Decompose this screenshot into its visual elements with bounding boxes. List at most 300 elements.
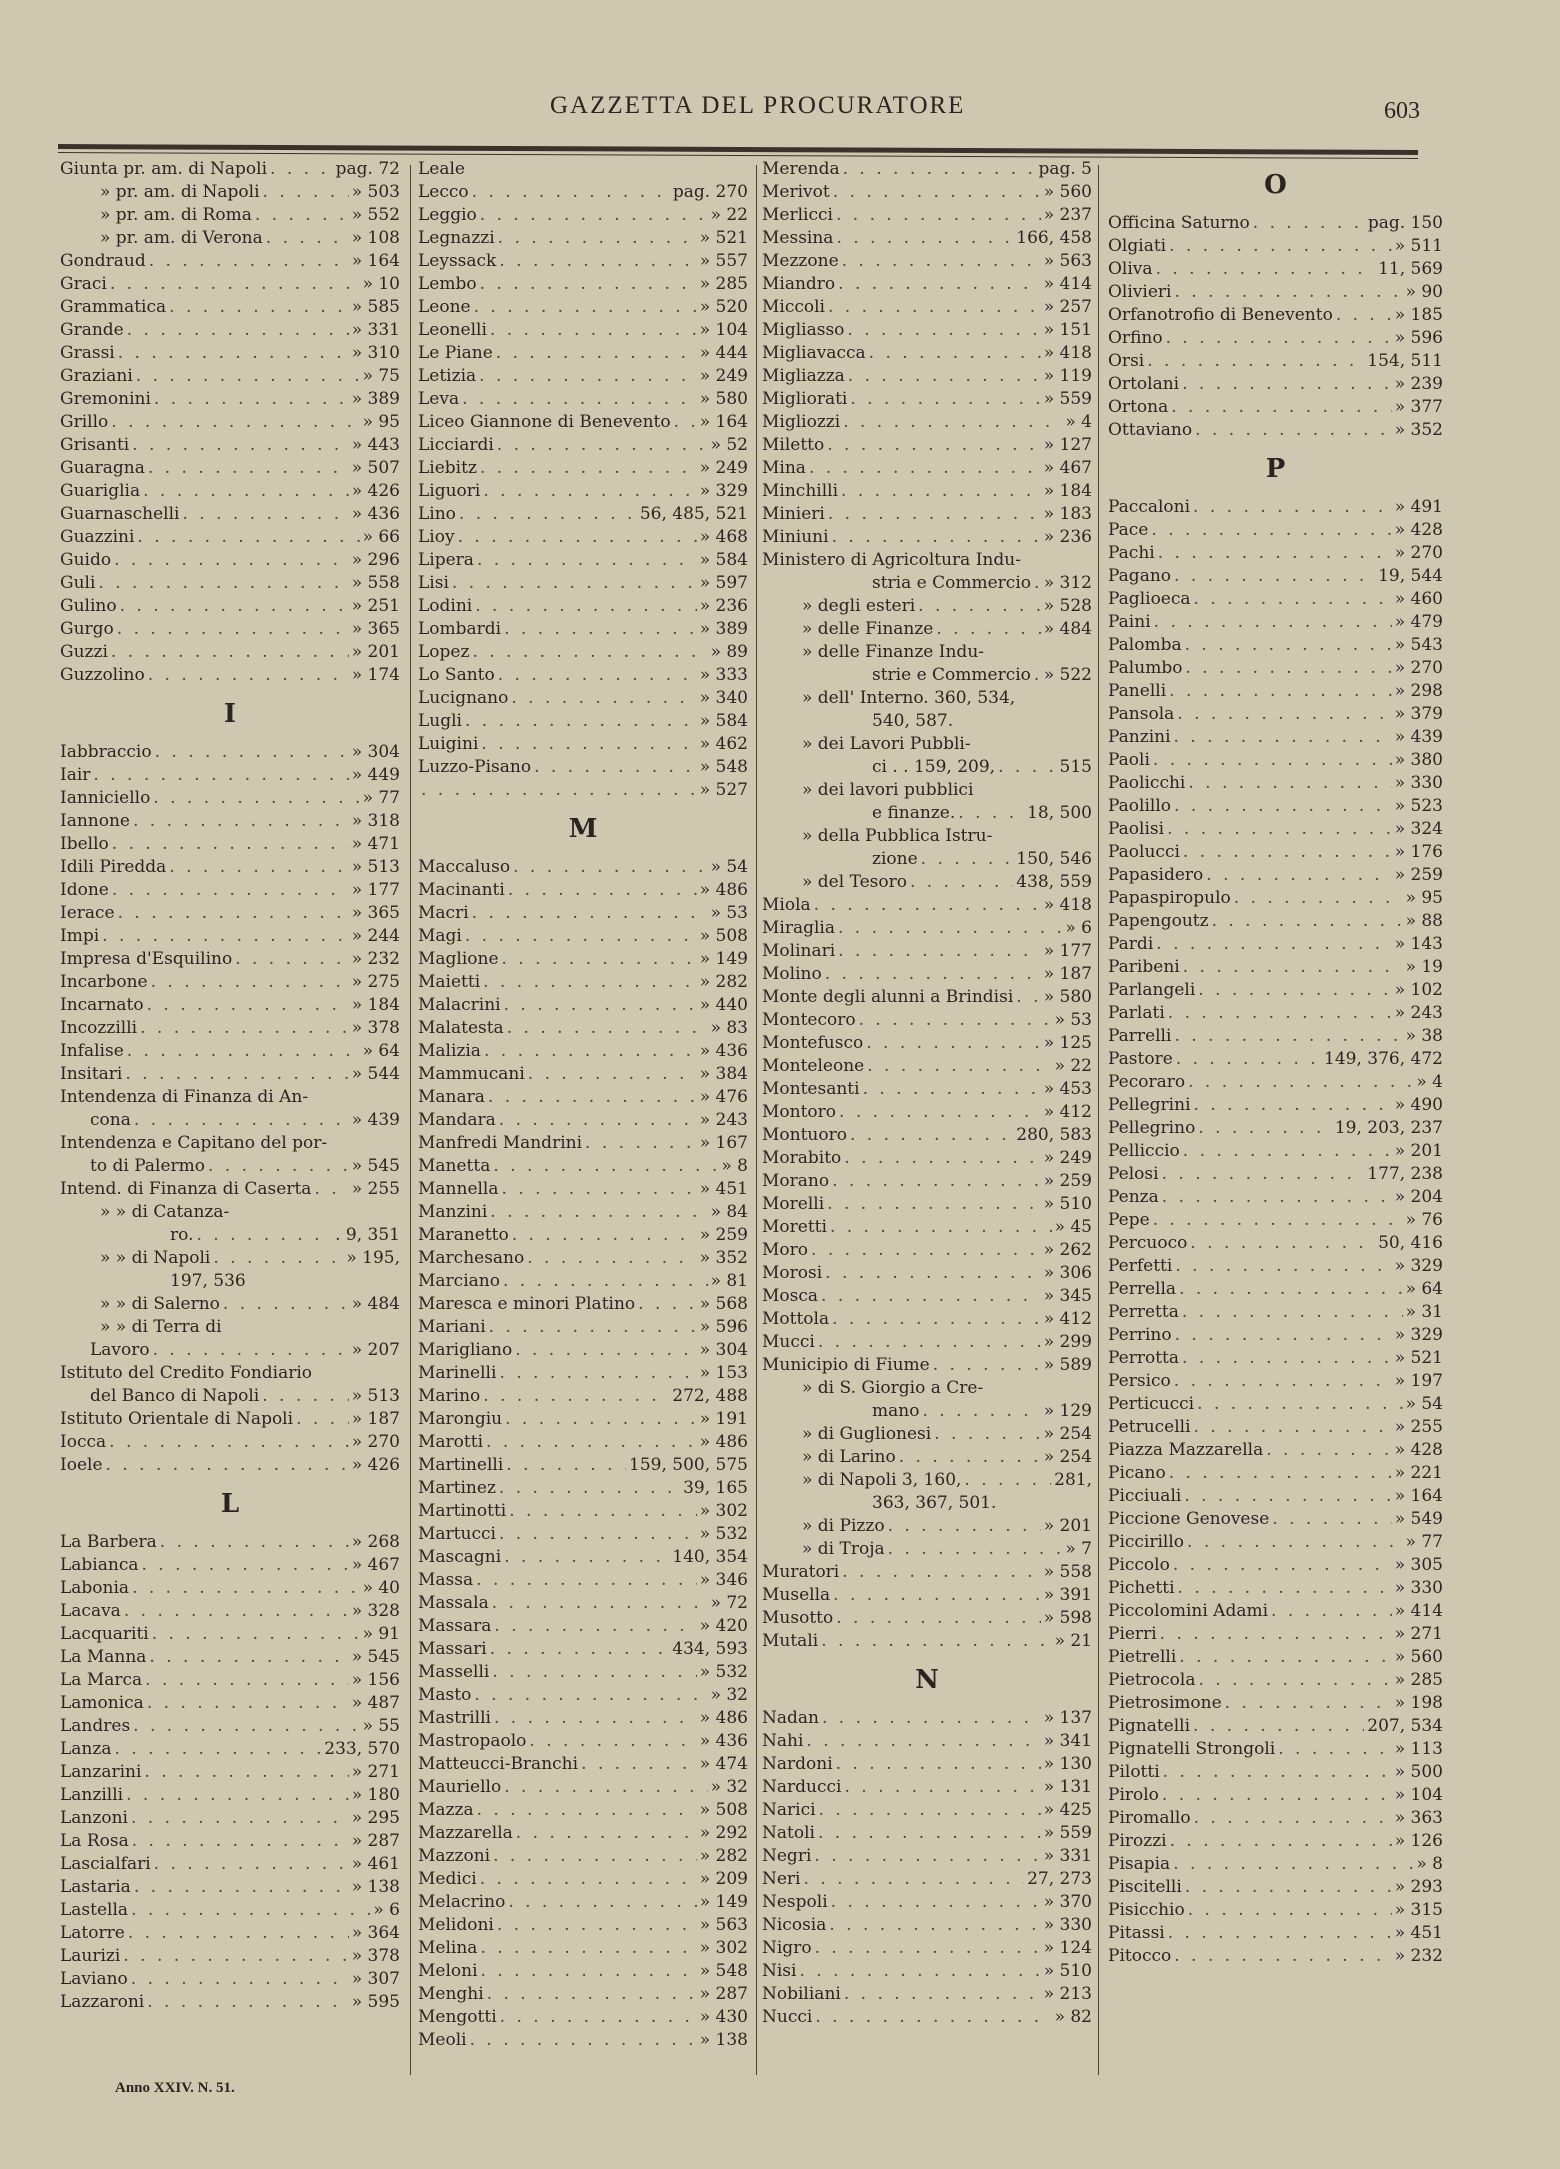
entry-pages: 177, 238 xyxy=(1367,1164,1443,1184)
leader-dots xyxy=(809,457,1041,480)
leader-dots xyxy=(1272,1508,1391,1531)
entry-pages: » 119 xyxy=(1043,366,1092,386)
entry-name: Monteleone xyxy=(762,1056,865,1076)
index-entry xyxy=(1108,1324,1443,1347)
entry-pages: » 54 xyxy=(1405,1394,1443,1414)
leader-dots xyxy=(804,1868,1025,1891)
entry-pages: » 76 xyxy=(1405,1210,1443,1230)
entry-pages: » 439 xyxy=(1394,727,1443,747)
entry-name: Miraglia xyxy=(762,918,835,938)
entry-pages: » 557 xyxy=(699,251,748,271)
leader-dots xyxy=(1170,1830,1392,1853)
index-entry xyxy=(418,1454,748,1477)
entry-name: Le Piane xyxy=(418,343,493,363)
entry-pages: » 53 xyxy=(710,903,748,923)
leader-dots xyxy=(1178,1577,1392,1600)
leader-dots xyxy=(154,388,349,411)
leader-dots xyxy=(114,549,349,572)
entry-pages: » 346 xyxy=(699,1570,748,1590)
index-entry xyxy=(60,411,400,434)
index-entry xyxy=(418,1477,748,1500)
index-entry xyxy=(762,1055,1092,1078)
column-divider xyxy=(410,165,411,2075)
leader-dots xyxy=(494,1615,696,1638)
leader-dots xyxy=(169,296,349,319)
leader-dots xyxy=(1266,1439,1391,1462)
entry-name: Mottola xyxy=(762,1309,830,1329)
entry-name: Pietrocola xyxy=(1108,1670,1196,1690)
entry-pages: » 8 xyxy=(721,1156,748,1176)
entry-pages: » 428 xyxy=(1394,520,1443,540)
entry-pages: » 295 xyxy=(351,1808,400,1828)
index-entry xyxy=(762,1078,1092,1101)
leader-dots xyxy=(493,1155,718,1178)
section-letter: I xyxy=(223,699,237,729)
index-entry xyxy=(418,879,748,902)
entry-name: Pichetti xyxy=(1108,1578,1175,1598)
leader-dots xyxy=(527,1247,696,1270)
entry-pages: » 436 xyxy=(699,1041,748,1061)
entry-name: ci . . 159, 209, xyxy=(872,757,996,777)
leader-dots xyxy=(1016,986,1040,1009)
entry-name: » di Pizzo xyxy=(802,1516,885,1536)
leader-dots xyxy=(496,342,697,365)
index-entry xyxy=(1108,373,1443,396)
leader-dots xyxy=(838,273,1041,296)
index-entry xyxy=(762,572,1092,595)
leader-dots xyxy=(1166,327,1392,350)
entry-pages: » 244 xyxy=(351,926,400,946)
entry-name: Natoli xyxy=(762,1823,815,1843)
entry-name: e finanze. xyxy=(872,803,956,823)
entry-pages: » 330 xyxy=(1043,1915,1092,1935)
entry-name: Perticucci xyxy=(1108,1394,1195,1414)
leader-dots xyxy=(474,1684,707,1707)
entry-pages: » 4 xyxy=(1416,1072,1443,1092)
index-entry xyxy=(762,1960,1092,1983)
entry-pages: pag. 270 xyxy=(672,182,748,202)
index-entry xyxy=(762,434,1092,457)
index-entry xyxy=(762,1983,1092,2006)
leader-dots xyxy=(1162,1186,1392,1209)
entry-name: Pignatelli xyxy=(1108,1716,1191,1736)
entry-name: Meloni xyxy=(418,1961,478,1981)
entry-name: » di Larino xyxy=(802,1447,896,1467)
leader-dots xyxy=(151,971,349,994)
index-entry xyxy=(60,741,400,764)
entry-name: Orfanotrofio di Benevento xyxy=(1108,305,1333,325)
entry-pages: 56, 485, 521 xyxy=(639,504,748,524)
entry-pages: » 345 xyxy=(1043,1286,1092,1306)
entry-pages: pag. 5 xyxy=(1038,159,1092,179)
entry-pages: » 198 xyxy=(1394,1693,1443,1713)
index-entry xyxy=(418,779,748,802)
entry-pages: » 486 xyxy=(699,1432,748,1452)
entry-name: Pellegrino xyxy=(1108,1118,1196,1138)
entry-pages: » 89 xyxy=(710,642,748,662)
leader-dots xyxy=(213,1247,343,1270)
entry-pages: » 254 xyxy=(1043,1447,1092,1467)
index-entry xyxy=(762,319,1092,342)
entry-name: Grisanti xyxy=(60,435,130,455)
index-entry xyxy=(1108,1255,1443,1278)
entry-name: Palumbo xyxy=(1108,658,1183,678)
leader-dots xyxy=(497,434,708,457)
index-entry xyxy=(418,2029,748,2052)
entry-name: Labianca xyxy=(60,1555,139,1575)
entry-name: » » di Salerno xyxy=(100,1294,220,1314)
entry-pages: » 102 xyxy=(1394,980,1443,1000)
index-entry xyxy=(60,1063,400,1086)
leader-dots xyxy=(196,1224,332,1247)
entry-name: Lombardi xyxy=(418,619,502,639)
leader-dots xyxy=(1193,496,1392,519)
leader-dots xyxy=(143,480,349,503)
entry-pages: » 153 xyxy=(699,1363,748,1383)
entry-name: Montuoro xyxy=(762,1125,847,1145)
leader-dots xyxy=(1173,1853,1413,1876)
entry-name: Guido xyxy=(60,550,112,570)
index-entry xyxy=(762,549,1092,572)
leader-dots xyxy=(477,1799,697,1822)
entry-pages: » 568 xyxy=(699,1294,748,1314)
leader-dots xyxy=(459,503,637,526)
leader-dots xyxy=(479,365,697,388)
leader-dots xyxy=(112,879,349,902)
leader-dots xyxy=(148,457,349,480)
leader-dots xyxy=(964,1469,1051,1492)
index-entry xyxy=(60,204,400,227)
entry-name: to di Palermo xyxy=(90,1156,205,1176)
entry-pages: 159, 500, 575 xyxy=(629,1455,748,1475)
entry-pages: » 201 xyxy=(1394,1141,1443,1161)
entry-pages: » 88 xyxy=(1405,911,1443,931)
leader-dots xyxy=(148,664,349,687)
entry-pages: » 364 xyxy=(351,1923,400,1943)
leader-dots xyxy=(1194,1416,1392,1439)
index-entry xyxy=(762,1446,1092,1469)
entry-pages: » 549 xyxy=(1394,1509,1443,1529)
leader-dots xyxy=(153,787,359,810)
entry-pages: » 580 xyxy=(699,389,748,409)
leader-dots xyxy=(155,741,349,764)
leader-dots xyxy=(98,572,348,595)
entry-name: Lipera xyxy=(418,550,474,570)
leader-dots xyxy=(815,1937,1041,1960)
entry-pages: » 453 xyxy=(1043,1079,1092,1099)
section-letter: P xyxy=(1265,454,1286,484)
leader-dots xyxy=(480,273,697,296)
leader-dots xyxy=(509,1500,697,1523)
entry-pages: » 378 xyxy=(351,1946,400,1966)
entry-pages: 11, 569 xyxy=(1378,259,1443,279)
index-entry xyxy=(1108,680,1443,703)
index-entry xyxy=(1108,1577,1443,1600)
index-entry xyxy=(60,764,400,787)
index-entry xyxy=(762,158,1092,181)
index-entry xyxy=(762,1032,1092,1055)
leader-dots xyxy=(529,1730,696,1753)
entry-name: Gurgo xyxy=(60,619,114,639)
column-divider xyxy=(1098,165,1099,2075)
index-entry xyxy=(60,1385,400,1408)
index-entry xyxy=(762,871,1092,894)
entry-pages: » 52 xyxy=(710,435,748,455)
index-entry xyxy=(762,1308,1092,1331)
leader-dots xyxy=(1206,864,1391,887)
entry-pages: » 249 xyxy=(699,366,748,386)
leader-dots xyxy=(1173,1554,1392,1577)
entry-name: Intend. di Finanza di Caserta xyxy=(60,1179,312,1199)
entry-name: Miletto xyxy=(762,435,825,455)
entry-name: Migliozzi xyxy=(762,412,841,432)
index-entry xyxy=(418,1201,748,1224)
leader-dots xyxy=(421,779,697,802)
entry-name: » di S. Giorgio a Cre- xyxy=(802,1378,984,1398)
leader-dots xyxy=(819,1799,1041,1822)
entry-pages: » 365 xyxy=(351,903,400,923)
index-entry xyxy=(60,1991,400,2014)
entry-pages: » 513 xyxy=(351,1386,400,1406)
entry-pages: » 420 xyxy=(699,1616,748,1636)
index-entry xyxy=(762,825,1092,848)
index-entry xyxy=(762,204,1092,227)
entry-pages: » 149 xyxy=(699,1892,748,1912)
entry-name: Manara xyxy=(418,1087,485,1107)
entry-pages: » 523 xyxy=(1394,796,1443,816)
index-entry xyxy=(1108,1186,1443,1209)
leader-dots xyxy=(117,618,349,641)
entry-name: Parrelli xyxy=(1108,1026,1172,1046)
entry-name: stria e Commercio xyxy=(872,573,1031,593)
index-entry xyxy=(418,1730,748,1753)
entry-pages: » 127 xyxy=(1043,435,1092,455)
leader-dots xyxy=(899,1446,1041,1469)
index-entry xyxy=(762,480,1092,503)
leader-dots xyxy=(1182,1301,1403,1324)
entry-name: Morano xyxy=(762,1171,830,1191)
leader-dots xyxy=(497,1914,697,1937)
leader-dots xyxy=(486,1431,697,1454)
entry-name: Lazzaroni xyxy=(60,1992,145,2012)
entry-pages: » 412 xyxy=(1043,1102,1092,1122)
leader-dots xyxy=(836,204,1041,227)
entry-pages: » 72 xyxy=(710,1593,748,1613)
entry-pages: » 45 xyxy=(1054,1217,1092,1237)
entry-name: Massa xyxy=(418,1570,474,1590)
index-entry xyxy=(1108,1416,1443,1439)
entry-pages: » 32 xyxy=(710,1685,748,1705)
entry-pages: 19, 544 xyxy=(1378,566,1443,586)
index-entry xyxy=(418,1891,748,1914)
leader-dots xyxy=(1183,841,1392,864)
entry-name: Grande xyxy=(60,320,124,340)
leader-dots xyxy=(850,1124,1013,1147)
entry-name: Migliorati xyxy=(762,389,848,409)
leader-dots xyxy=(1185,634,1392,657)
entry-pages: » 563 xyxy=(699,1915,748,1935)
leader-dots xyxy=(499,1523,697,1546)
leader-dots xyxy=(1147,350,1364,373)
index-entry xyxy=(762,1515,1092,1538)
leader-dots xyxy=(1169,1462,1392,1485)
entry-name: Mazzoni xyxy=(418,1846,491,1866)
entry-name: Moro xyxy=(762,1240,809,1260)
index-entry xyxy=(762,1937,1092,1960)
index-entry xyxy=(60,994,400,1017)
index-entry xyxy=(1108,542,1443,565)
entry-pages: » 257 xyxy=(1043,297,1092,317)
index-entry xyxy=(60,296,400,319)
index-entry xyxy=(60,342,400,365)
index-entry xyxy=(60,1109,400,1132)
leader-dots xyxy=(821,1285,1041,1308)
entry-name: Nahi xyxy=(762,1731,804,1751)
entry-name: Perrino xyxy=(1108,1325,1172,1345)
entry-name: Pisicchio xyxy=(1108,1900,1185,1920)
index-entry xyxy=(1108,887,1443,910)
entry-pages: » 418 xyxy=(1043,895,1092,915)
entry-pages: » 131 xyxy=(1043,1777,1092,1797)
entry-pages: » 236 xyxy=(699,596,748,616)
entry-name: Ianniciello xyxy=(60,788,151,808)
entry-name: Lisi xyxy=(418,573,449,593)
index-entry xyxy=(418,1270,748,1293)
index-entry xyxy=(60,1201,400,1224)
entry-pages: » 64 xyxy=(362,1041,400,1061)
leader-dots xyxy=(1195,419,1392,442)
leader-dots xyxy=(921,848,1014,871)
entry-pages: » 333 xyxy=(699,665,748,685)
leader-dots xyxy=(490,1638,670,1661)
entry-pages: » 232 xyxy=(351,949,400,969)
index-entry xyxy=(1108,1784,1443,1807)
index-entry xyxy=(60,1224,400,1247)
leader-dots xyxy=(1151,519,1391,542)
leader-dots xyxy=(1156,258,1376,281)
leader-dots xyxy=(134,1109,349,1132)
entry-name: Montoro xyxy=(762,1102,837,1122)
leader-dots xyxy=(827,434,1040,457)
index-entry xyxy=(60,1899,400,1922)
entry-name: Molino xyxy=(762,964,822,984)
index-entry xyxy=(762,1354,1092,1377)
entry-name: Oliva xyxy=(1108,259,1153,279)
leader-dots xyxy=(1163,1761,1392,1784)
leader-dots xyxy=(296,1408,349,1431)
index-entry xyxy=(1108,1807,1443,1830)
entry-pages: » 40 xyxy=(362,1578,400,1598)
entry-name: Marino xyxy=(418,1386,481,1406)
entry-name: Guazzini xyxy=(60,527,135,547)
entry-pages: 39, 165 xyxy=(683,1478,748,1498)
entry-pages: » 232 xyxy=(1394,1946,1443,1966)
entry-pages: » 31 xyxy=(1405,1302,1443,1322)
leader-dots xyxy=(131,1899,370,1922)
index-entry xyxy=(418,1063,748,1086)
leader-dots xyxy=(498,227,697,250)
entry-pages: » 426 xyxy=(351,481,400,501)
entry-name: Macri xyxy=(418,903,469,923)
index-entry xyxy=(762,1216,1092,1239)
index-entry xyxy=(1108,350,1443,373)
leader-dots xyxy=(136,365,360,388)
entry-name: Gulino xyxy=(60,596,117,616)
leader-dots xyxy=(818,1331,1041,1354)
entry-pages: 140, 354 xyxy=(672,1547,748,1567)
leader-dots xyxy=(1179,1278,1403,1301)
entry-name: Maglione xyxy=(418,949,499,969)
entry-name: Paolicchi xyxy=(1108,773,1186,793)
entry-name: » delle Finanze xyxy=(802,619,934,639)
entry-pages: » 543 xyxy=(1394,635,1443,655)
entry-name: Nisi xyxy=(762,1961,797,1981)
leader-dots xyxy=(1194,1807,1392,1830)
leader-dots xyxy=(472,902,708,925)
entry-pages: » 330 xyxy=(1394,773,1443,793)
entry-name: Miniuni xyxy=(762,527,829,547)
index-entry xyxy=(60,1270,400,1293)
leader-dots xyxy=(111,411,359,434)
index-entry xyxy=(1108,1646,1443,1669)
entry-pages: 149, 376, 472 xyxy=(1324,1049,1443,1069)
entry-pages: » 479 xyxy=(1394,612,1443,632)
leader-dots xyxy=(1336,304,1392,327)
leader-dots xyxy=(528,1063,697,1086)
leader-dots xyxy=(1160,1623,1392,1646)
leader-dots xyxy=(832,1308,1041,1331)
index-entry xyxy=(418,388,748,411)
entry-pages: » 511 xyxy=(1394,236,1443,256)
index-entry xyxy=(60,365,400,388)
entry-name: Pachi xyxy=(1108,543,1155,563)
entry-name: Idili Piredda xyxy=(60,857,167,877)
index-entry xyxy=(60,664,400,687)
index-entry xyxy=(762,986,1092,1009)
index-entry xyxy=(60,572,400,595)
entry-name: Pellegrini xyxy=(1108,1095,1191,1115)
index-entry xyxy=(762,1193,1092,1216)
entry-name: Lembo xyxy=(418,274,477,294)
leader-dots xyxy=(480,1868,697,1891)
leader-dots xyxy=(494,1707,697,1730)
entry-pages: » 461 xyxy=(351,1854,400,1874)
entry-pages: 281, xyxy=(1054,1470,1092,1490)
index-entry xyxy=(1108,1830,1443,1853)
leader-dots xyxy=(147,1692,349,1715)
entry-pages: 154, 511 xyxy=(1367,351,1443,371)
index-entry xyxy=(1108,1600,1443,1623)
entry-name: Liebitz xyxy=(418,458,477,478)
entry-name: Impi xyxy=(60,926,100,946)
entry-pages: » 296 xyxy=(351,550,400,570)
index-entry xyxy=(418,1615,748,1638)
leader-dots xyxy=(483,1385,669,1408)
leader-dots xyxy=(867,1055,1051,1078)
entry-pages: » 302 xyxy=(699,1938,748,1958)
entry-pages: » 451 xyxy=(1394,1923,1443,1943)
index-entry xyxy=(418,2006,748,2029)
leader-dots xyxy=(828,296,1041,319)
entry-pages: » 129 xyxy=(1043,1401,1092,1421)
leader-dots xyxy=(474,296,697,319)
index-entry xyxy=(60,971,400,994)
entry-name: La Manna xyxy=(60,1647,147,1667)
leader-dots xyxy=(127,1040,360,1063)
index-entry xyxy=(1108,1508,1443,1531)
index-entry xyxy=(1108,1393,1443,1416)
entry-name: Mariani xyxy=(418,1317,486,1337)
